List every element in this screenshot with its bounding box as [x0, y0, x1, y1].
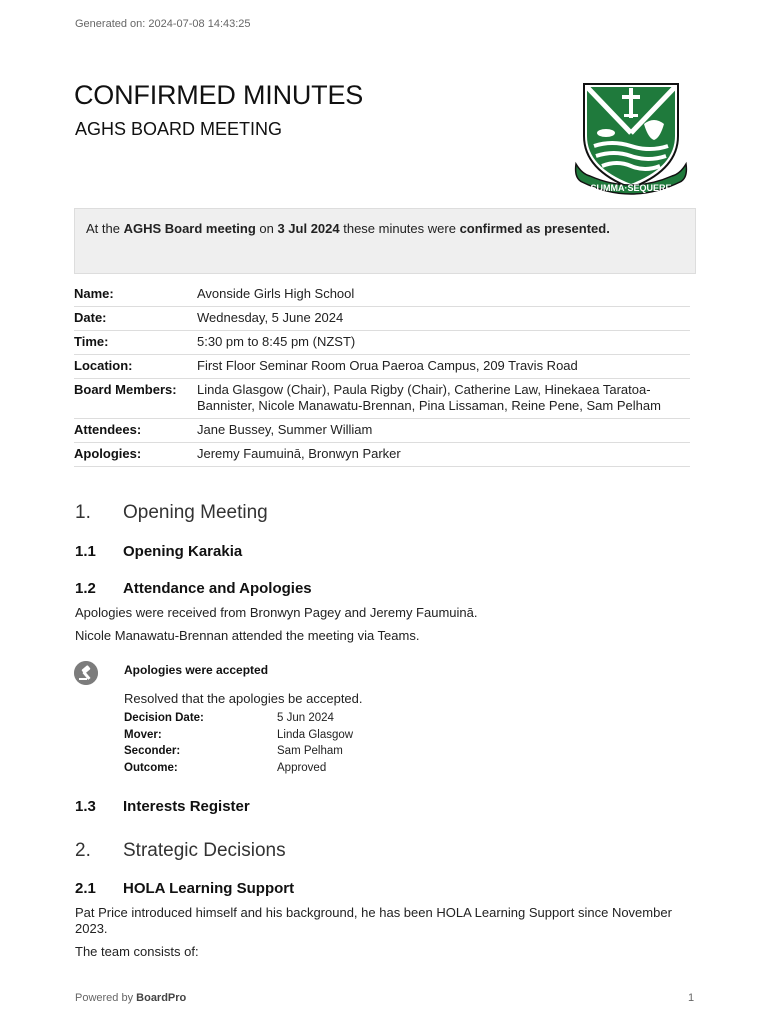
- footer-powered-by: Powered by BoardPro: [75, 992, 187, 1004]
- generated-timestamp: Generated on: 2024-07-08 14:43:25: [75, 18, 251, 30]
- school-crest-logo: [572, 78, 690, 204]
- meeting-details-table: [74, 283, 690, 467]
- detail-row-date: Date: Wednesday, 5 June 2024: [74, 307, 690, 331]
- detail-row-location: Location: First Floor Seminar Room Orua Paeroa Campus, 209 Travis Road: [74, 355, 690, 379]
- boardpro-link[interactable]: BoardPro: [136, 992, 187, 1004]
- page-number: 1: [688, 992, 695, 1004]
- detail-row-board-members: Board Members: Linda Glasgow (Chair), Paula Rigby (Chair), Catherine Law, Hinekaea Taratoa-Bannister, Nicole Manawatu-Brennan, Pina Lissaman, Reine Pene, Sam Pelham: [74, 379, 690, 419]
- crest-motto: SUMMA·SEQUERE: [590, 183, 672, 193]
- decision-title: Apologies were accepted: [124, 663, 269, 677]
- paragraph-hola-intro: Pat Price introduced himself and his background, he has been HOLA Learning Support since November 2023.: [75, 905, 672, 936]
- decision-row-mover: Mover: Linda Glasgow: [124, 728, 354, 741]
- paragraph-apologies: Apologies were received from Bronwyn Pagey and Jeremy Faumuinā.: [75, 605, 478, 620]
- detail-row-attendees: Attendees: Jane Bussey, Summer William: [74, 419, 690, 443]
- page-subtitle: AGHS BOARD MEETING: [75, 119, 283, 139]
- detail-row-time: Time: 5:30 pm to 8:45 pm (NZST): [74, 331, 690, 355]
- decision-row-seconder: Seconder: Sam Pelham: [124, 745, 343, 757]
- detail-row-apologies: Apologies: Jeremy Faumuinā, Bronwyn Parker: [74, 443, 690, 467]
- confirmation-banner: At the AGHS Board meeting on 3 Jul 2024 these minutes were confirmed as presented.: [74, 208, 696, 274]
- decision-row-outcome: Outcome: Approved: [124, 761, 327, 774]
- paragraph-team: The team consists of:: [75, 944, 199, 959]
- decision-details: [124, 712, 353, 778]
- decision-row-date: Decision Date: 5 Jun 2024: [124, 712, 334, 724]
- decision-resolution: Resolved that the apologies be accepted.: [124, 691, 363, 706]
- detail-row-name: Name: Avonside Girls High School: [74, 283, 690, 307]
- gavel-icon: [74, 661, 98, 685]
- page-title: CONFIRMED MINUTES: [74, 80, 364, 110]
- paragraph-teams: Nicole Manawatu-Brennan attended the meeting via Teams.: [75, 628, 420, 643]
